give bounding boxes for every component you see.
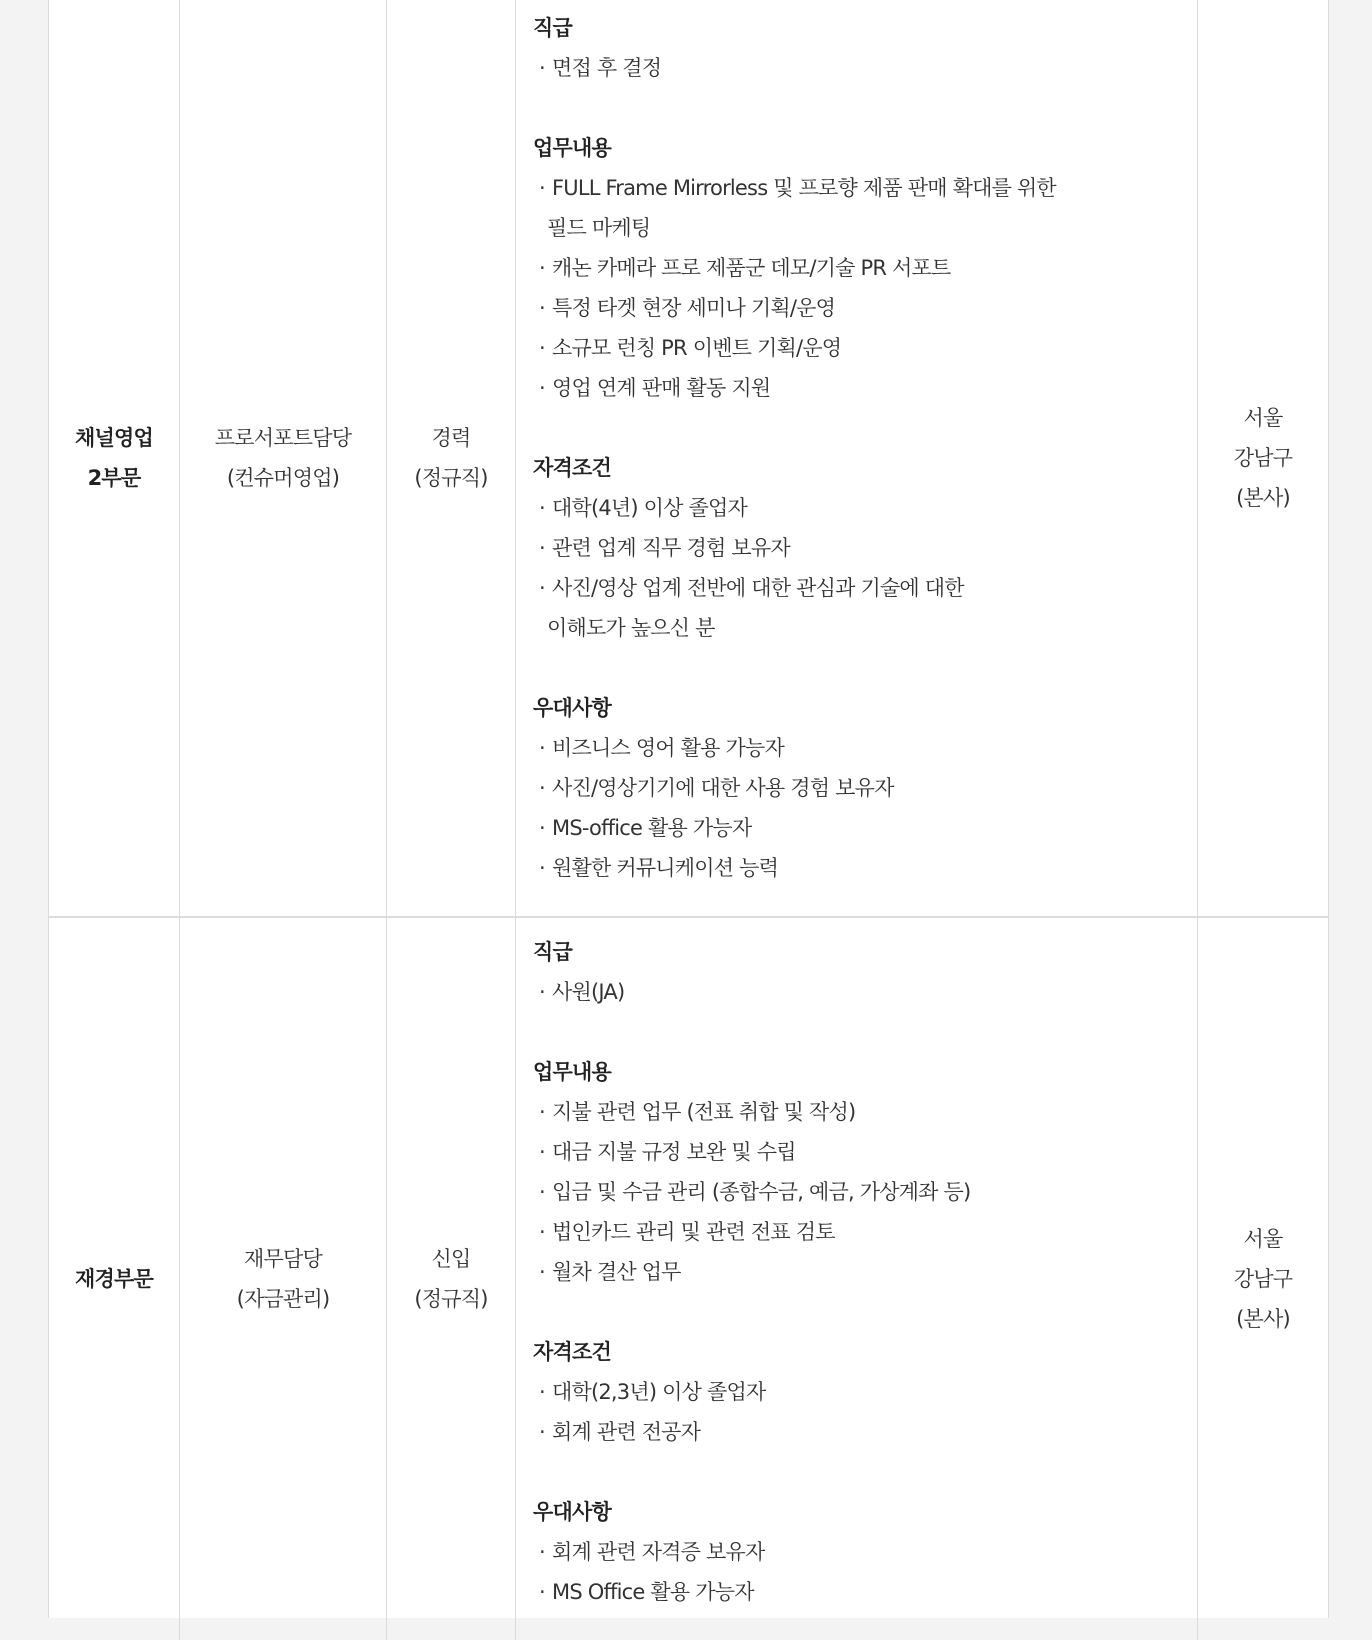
list-item: · 비즈니스 영어 활용 가능자: [533, 728, 1197, 768]
list-item-continuation: 이해도가 높으신 분: [547, 616, 715, 640]
list-item: · 관련 업계 직무 경험 보유자: [533, 528, 1197, 568]
career-type: 경력: [431, 426, 471, 450]
bullet-icon: ·: [539, 336, 545, 360]
section-title: 업무내용: [533, 1060, 611, 1084]
job-row: [49, 917, 1328, 1640]
position-subtitle: (컨슈머영업): [226, 466, 340, 490]
list-item: · MS-office 활용 가능자: [533, 808, 1197, 848]
section-title: 직급: [533, 940, 572, 964]
list-item: · 월차 결산 업무: [533, 1252, 1197, 1292]
bullet-icon: ·: [539, 1100, 545, 1124]
list-item: · 사진/영상기기에 대한 사용 경험 보유자: [533, 768, 1197, 808]
list-item: · 대학(4년) 이상 졸업자: [533, 488, 1197, 528]
location-cell: [1198, 917, 1329, 1640]
list-item-continuation: 필드 마케팅: [547, 216, 651, 240]
position-title: 프로서포트담당: [214, 426, 352, 450]
section-title: 우대사항: [533, 1500, 611, 1524]
list-item: · 대학(2,3년) 이상 졸업자: [533, 1372, 1197, 1412]
bullet-icon: ·: [539, 376, 545, 400]
job-listing-page: [48, 0, 1329, 1618]
section-title: 자격조건: [533, 456, 611, 480]
bullet-icon: ·: [539, 536, 545, 560]
list-item: · MS Office 활용 가능자: [533, 1572, 1197, 1612]
bullet-icon: ·: [539, 1540, 545, 1564]
department-cell: [49, 917, 180, 1640]
job-row: [49, 0, 1328, 917]
list-item: · 캐논 카메라 프로 제품군 데모/기술 PR 서포트: [533, 248, 1197, 288]
list-item: · 회계 관련 전공자: [533, 1412, 1197, 1452]
position-cell: [180, 917, 387, 1640]
bullet-icon: ·: [539, 776, 545, 800]
location-cell: [1198, 0, 1329, 917]
position-cell: [180, 0, 387, 917]
list-item: · 영업 연계 판매 활동 지원: [533, 368, 1197, 408]
career-type: 신입: [431, 1247, 471, 1271]
bullet-icon: ·: [539, 1220, 545, 1244]
location-line: 서울: [1243, 1227, 1283, 1251]
bullet-icon: ·: [539, 56, 545, 80]
list-item: · 사원(JA): [533, 972, 1197, 1012]
list-item: · FULL Frame Mirrorless 및 프로향 제품 판매 확대를 위한: [533, 168, 1197, 208]
employment-type-cell: [387, 0, 516, 917]
department-line: 채널영업: [75, 426, 153, 450]
bullet-icon: ·: [539, 496, 545, 520]
location-line: (본사): [1236, 486, 1290, 510]
description-cell: [516, 917, 1198, 1640]
bullet-icon: ·: [539, 856, 545, 880]
section-title: 직급: [533, 16, 572, 40]
bullet-icon: ·: [539, 1260, 545, 1284]
bullet-icon: ·: [539, 1380, 545, 1404]
bullet-icon: ·: [539, 1140, 545, 1164]
employment-type-cell: [387, 917, 516, 1640]
location-line: 강남구: [1233, 446, 1293, 470]
bullet-icon: ·: [539, 1180, 545, 1204]
list-item: · 대금 지불 규정 보완 및 수립: [533, 1132, 1197, 1172]
contract-type: (정규직): [414, 1287, 488, 1311]
bullet-icon: ·: [539, 816, 545, 840]
list-item: · 법인카드 관리 및 관련 전표 검토: [533, 1212, 1197, 1252]
department-line: 재경부문: [75, 1267, 153, 1291]
department-cell: [49, 0, 180, 917]
list-item: · 회계 관련 자격증 보유자: [533, 1532, 1197, 1572]
location-line: 강남구: [1233, 1267, 1293, 1291]
bullet-icon: ·: [539, 1580, 545, 1604]
list-item: · 면접 후 결정: [533, 48, 1197, 88]
bullet-icon: ·: [539, 1420, 545, 1444]
section-title: 업무내용: [533, 136, 611, 160]
description-cell: [516, 0, 1198, 917]
list-item: · 입금 및 수금 관리 (종합수금, 예금, 가상계좌 등): [533, 1172, 1197, 1212]
bullet-icon: ·: [539, 296, 545, 320]
section-title: 우대사항: [533, 696, 611, 720]
list-item: · 소규모 런칭 PR 이벤트 기획/운영: [533, 328, 1197, 368]
bullet-icon: ·: [539, 176, 545, 200]
contract-type: (정규직): [414, 466, 488, 490]
position-title: 재무담당: [244, 1247, 322, 1271]
bullet-icon: ·: [539, 736, 545, 760]
bullet-icon: ·: [539, 576, 545, 600]
location-line: (본사): [1236, 1307, 1290, 1331]
position-subtitle: (자금관리): [236, 1287, 330, 1311]
department-line: 2부문: [87, 466, 141, 490]
section-title: 자격조건: [533, 1340, 611, 1364]
list-item: · 지불 관련 업무 (전표 취합 및 작성): [533, 1092, 1197, 1132]
list-item: · 사진/영상 업계 전반에 대한 관심과 기술에 대한: [533, 568, 1197, 608]
bullet-icon: ·: [539, 980, 545, 1004]
job-table: [49, 0, 1328, 1640]
list-item: · 원활한 커뮤니케이션 능력: [533, 848, 1197, 888]
location-line: 서울: [1243, 406, 1283, 430]
bullet-icon: ·: [539, 256, 545, 280]
list-item: · 특정 타겟 현장 세미나 기획/운영: [533, 288, 1197, 328]
